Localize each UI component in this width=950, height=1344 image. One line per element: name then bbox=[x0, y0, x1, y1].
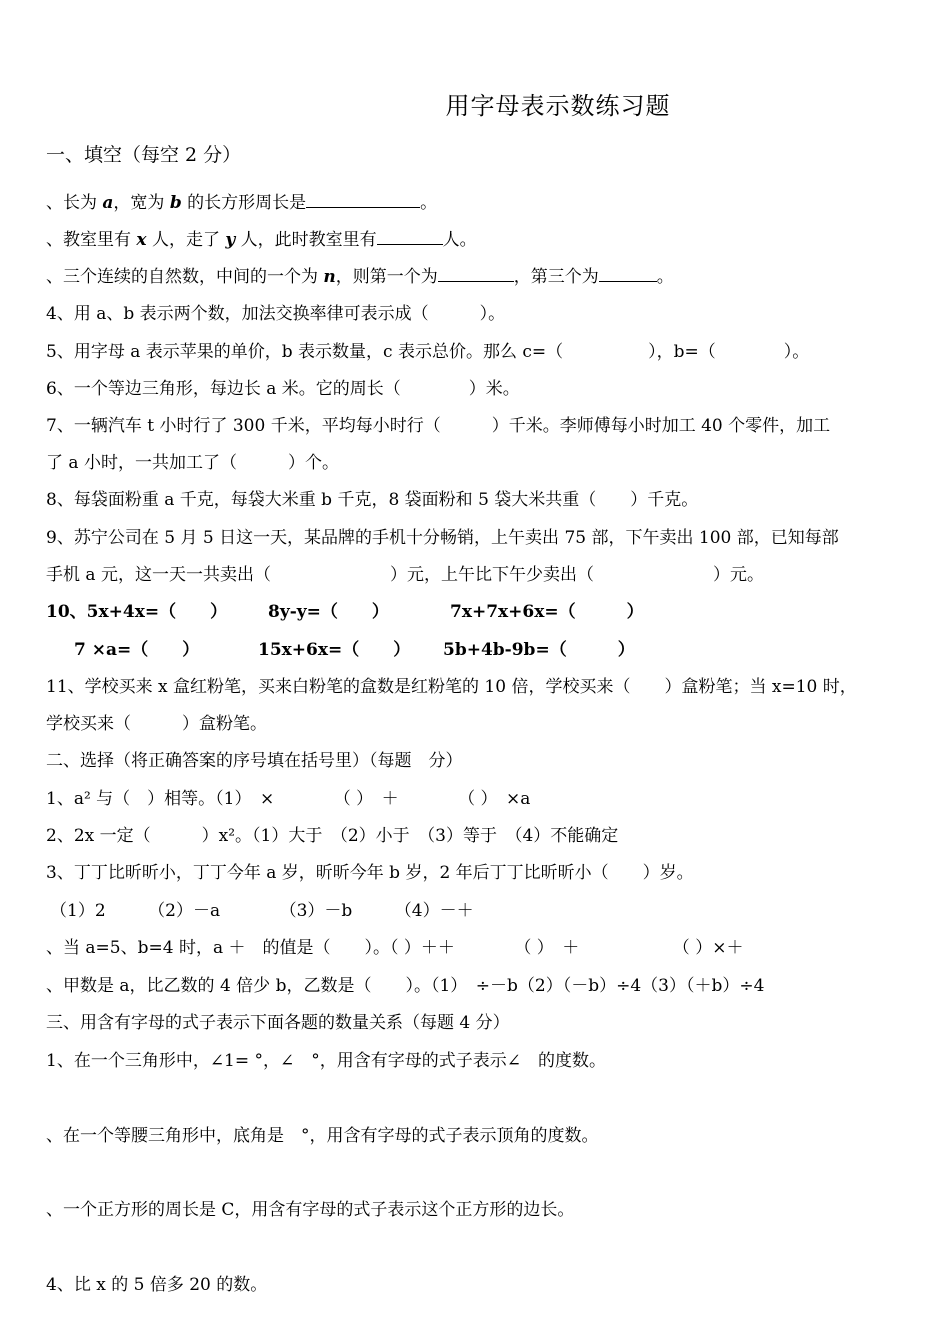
var-b: b bbox=[169, 193, 182, 213]
q2-text-c: 人，此时教室里有 bbox=[235, 230, 377, 250]
question-1-11b: 学校买来（ ）盒粉笔。 bbox=[46, 714, 267, 734]
question-1-1 bbox=[46, 191, 437, 214]
question-1-9b: 手机 a 元，这一天一共卖出（ ）元，上午比下午少卖出（ ）元。 bbox=[46, 565, 764, 585]
q2-text-end: 人。 bbox=[442, 230, 477, 250]
question-1-5: 5、用字母 a 表示苹果的单价，b 表示数量，c 表示总价。那么 c=（ ），b=（ ）。 bbox=[46, 342, 810, 362]
question-1-3 bbox=[46, 265, 674, 288]
question-2-3-options: （1）2 （2）－a （3）－b （4）－＋ bbox=[50, 901, 474, 921]
var-a: a bbox=[102, 193, 114, 213]
expr-10-6: 5b+4b-9b=（ ） bbox=[443, 640, 635, 660]
q1-text-end: 。 bbox=[420, 193, 438, 213]
question-1-6: 6、一个等边三角形，每边长 a 米。它的周长（ ）米。 bbox=[46, 379, 520, 399]
question-2-5: 、甲数是 a，比乙数的 4 倍少 b，乙数是（ ）。（1） ÷－b（2）（－b）÷4（3）（＋b）÷4 bbox=[46, 976, 765, 996]
question-1-2 bbox=[46, 228, 477, 251]
expr-10-1: 10、5x+4x=（ ） bbox=[46, 602, 228, 622]
answer-blank[interactable] bbox=[306, 191, 420, 208]
q1-text-b: ，宽为 bbox=[113, 193, 170, 213]
question-1-7a: 7、一辆汽车 t 小时行了 300 千米，平均每小时行（ ）千米。李师傅每小时加工 40 个零件，加工 bbox=[46, 416, 831, 436]
question-2-4: 、当 a=5、b=4 时，a ＋ 的值是（ ）。（ ）＋＋ （ ） ＋ （ ）×＋ bbox=[46, 938, 744, 958]
var-y: y bbox=[225, 230, 236, 250]
question-3-3: 、一个正方形的周长是 C，用含有字母的式子表示这个正方形的边长。 bbox=[46, 1200, 575, 1220]
question-3-1: 1、在一个三角形中，∠1= °，∠ °，用含有字母的式子表示∠ 的度数。 bbox=[46, 1051, 607, 1071]
q1-text-c: 的长方形周长是 bbox=[181, 193, 307, 213]
answer-blank[interactable] bbox=[377, 228, 443, 245]
question-1-10-row2 bbox=[74, 639, 635, 661]
expr-10-3: 7x+7x+6x=（ ） bbox=[450, 602, 644, 622]
var-n: n bbox=[323, 267, 336, 287]
section-3-heading: 三、用含有字母的式子表示下面各题的数量关系（每题 4 分） bbox=[46, 1013, 510, 1033]
question-1-10-row1 bbox=[46, 601, 644, 623]
question-1-7b: 了 a 小时，一共加工了（ ）个。 bbox=[46, 453, 339, 473]
section-2-heading: 二、选择（将正确答案的序号填在括号里）（每题 分） bbox=[46, 751, 463, 771]
var-x: x bbox=[136, 230, 147, 250]
q3-text-a: 、三个连续的自然数，中间的一个为 bbox=[46, 267, 324, 287]
question-3-2: 、在一个等腰三角形中，底角是 °，用含有字母的式子表示顶角的度数。 bbox=[46, 1126, 599, 1146]
q1-text-a: 、长为 bbox=[46, 193, 103, 213]
question-1-4: 4、用 a、b 表示两个数，加法交换率律可表示成（ ）。 bbox=[46, 304, 506, 324]
question-2-1: 1、a² 与（ ）相等。（1） × （ ） ＋ （ ） ×a bbox=[46, 789, 531, 809]
question-1-11a: 11、学校买来 x 盒红粉笔，买来白粉笔的盒数是红粉笔的 10 倍，学校买来（ ）盒粉笔；当 x=10 时， bbox=[46, 677, 857, 697]
expr-10-2: 8y-y=（ ） bbox=[268, 602, 389, 622]
q2-text-a: 、教室里有 bbox=[46, 230, 137, 250]
question-1-8: 8、每袋面粉重 a 千克，每袋大米重 b 千克，8 袋面粉和 5 袋大米共重（ ）千克。 bbox=[46, 490, 699, 510]
page-title: 用字母表示数练习题 bbox=[445, 92, 671, 120]
question-2-2: 2、2x 一定（ ）x²。（1）大于 （2）小于 （3）等于 （4）不能确定 bbox=[46, 826, 619, 846]
answer-blank[interactable] bbox=[599, 265, 657, 282]
expr-10-4: 7 ×a=（ ） bbox=[74, 640, 200, 660]
question-1-9a: 9、苏宁公司在 5 月 5 日这一天，某品牌的手机十分畅销，上午卖出 75 部，下午卖出 100 部，已知每部 bbox=[46, 528, 839, 548]
expr-10-5: 15x+6x=（ ） bbox=[258, 640, 411, 660]
q2-text-b: 人，走了 bbox=[146, 230, 226, 250]
section-1-heading: 一、填空（每空 2 分） bbox=[46, 144, 242, 166]
question-3-4: 4、比 x 的 5 倍多 20 的数。 bbox=[46, 1275, 268, 1295]
q3-text-c: ，第三个为 bbox=[513, 267, 599, 287]
question-2-3: 3、丁丁比昕昕小，丁丁今年 a 岁，昕昕今年 b 岁，2 年后丁丁比昕昕小（ ）岁。 bbox=[46, 863, 694, 883]
q3-text-end: 。 bbox=[656, 267, 674, 287]
q3-text-b: ，则第一个为 bbox=[335, 267, 438, 287]
answer-blank[interactable] bbox=[438, 265, 514, 282]
